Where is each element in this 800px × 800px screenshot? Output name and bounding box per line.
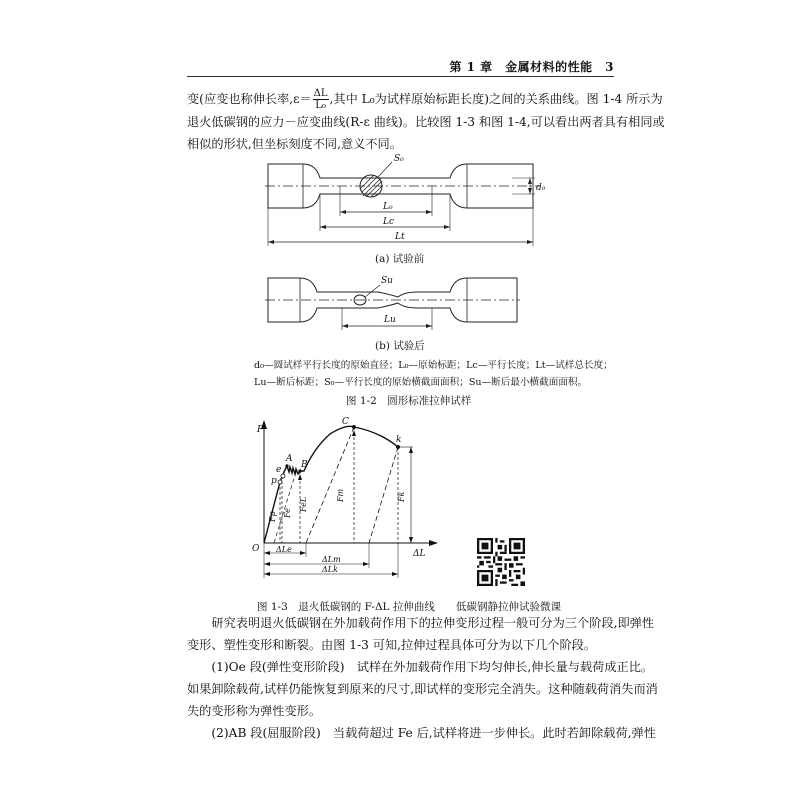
- label-dLm: ΔLm: [322, 555, 341, 564]
- p2-line-1: (1)Oe 段(弹性变形阶段) 试样在外加载荷作用下均匀伸长,伸长量与载荷成正比。: [211, 660, 654, 674]
- label-dLk: ΔLk: [322, 565, 338, 574]
- label-Fe: Fe: [283, 508, 292, 518]
- label-d0: d₀: [536, 183, 546, 193]
- figure-1-2a-caption: (a) 试验前: [375, 253, 425, 265]
- unload-line-k: [369, 447, 398, 543]
- label-dL-axis: ΔL: [413, 549, 426, 559]
- label-Lc: Lc: [383, 217, 395, 227]
- strain-fraction: $\frac{\Delta L}{\text{L₀}}$: [313, 88, 328, 111]
- label-Fp: Fp: [268, 511, 277, 522]
- label-C: C: [342, 417, 349, 427]
- p1-line-1: 研究表明退火低碳钢在外加载荷作用下的拉伸变形过程一般可分为三个阶段,即弹性: [211, 616, 655, 630]
- label-FeL: FeL: [299, 496, 308, 512]
- unload-line-c: [306, 427, 354, 543]
- label-p: p: [271, 476, 277, 486]
- label-L0: L₀: [383, 202, 393, 212]
- p3-line-1: (2)AB 段(屈服阶段) 当载荷超过 Fe 后,试样将进一步伸长。此时若卸除载荷,弹性: [211, 726, 656, 740]
- p2-line-3: 失的变形称为弹性变形。: [187, 704, 322, 718]
- running-head: 第 1 章 金属材料的性能 3: [449, 60, 614, 74]
- figure-1-2-caption: 图 1-2 圆形标准拉伸试样: [346, 395, 472, 407]
- label-e: e: [276, 465, 282, 475]
- legend-line-2: Lu—断后标距；S₀—平行长度的原始横截面面积；Su—断后最小横截面面积。: [254, 377, 588, 388]
- tensile-curve: [264, 426, 398, 543]
- p2-line-2: 如果卸除载荷,试样仍能恢复到原来的尺寸,即试样的变形完全消失。这种随载荷消失而消: [187, 682, 658, 696]
- label-Lt: Lt: [395, 232, 405, 242]
- qr-caption: 低碳钢静拉伸试验微课: [456, 601, 561, 613]
- label-S0: S₀: [394, 154, 404, 164]
- label-B: B: [301, 460, 308, 470]
- label-dLe: ΔLe: [276, 545, 292, 554]
- label-Fk: Fk: [397, 491, 406, 502]
- qr-code-icon: [477, 538, 525, 586]
- intro-line-3: 相似的形状,但坐标刻度不同,意义不同。: [187, 137, 402, 151]
- label-A: A: [286, 454, 293, 464]
- p1-line-2: 变形、塑性变形和断裂。由图 1-3 可知,拉伸过程具体可分为以下几个阶段。: [187, 638, 597, 652]
- body-paragraphs: [187, 612, 658, 744]
- label-k: k: [396, 435, 402, 445]
- figure-1-2b-caption: (b) 试验后: [375, 340, 425, 352]
- label-origin: O: [252, 544, 260, 554]
- legend-line-1: d₀—圆试样平行长度的原始直径；L₀—原始标距；Lc—平行长度；Lt—试样总长度；: [254, 360, 613, 371]
- label-Fm: Fm: [336, 488, 345, 502]
- figure-1-3-caption: 图 1-3 退火低碳钢的 F-ΔL 拉伸曲线: [257, 601, 435, 613]
- label-Su: Su: [381, 276, 393, 286]
- intro-line-1: 变(应变也称伸长率,ε＝ $\frac{\Delta L}{\text{L₀}}$ ,其中 L₀为试样原始标距长度)之间的关系曲线。图 1-4 所示为: [187, 88, 663, 111]
- label-Lu: Lu: [384, 315, 396, 325]
- label-F-axis: F: [257, 425, 264, 435]
- intro-line-2: 退火低碳钢的应力－应变曲线(R-ε 曲线)。比较图 1-3 和图 1-4,可以看出两者具有相同或: [187, 115, 665, 129]
